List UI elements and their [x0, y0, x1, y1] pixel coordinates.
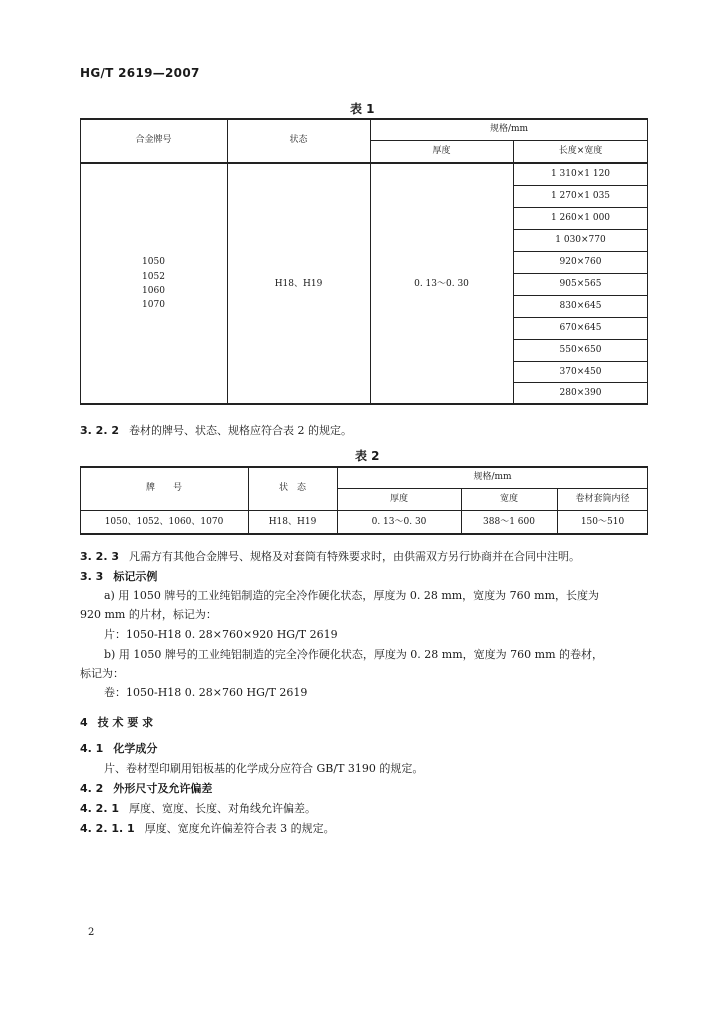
clause-number: 3. 2. 3 — [80, 550, 119, 563]
table1-state-value: H18、H19 — [274, 278, 323, 289]
table1-size: 280×390 — [559, 387, 602, 398]
table2-header-thickness: 厚度 — [389, 493, 408, 504]
example-a-line2: 920 mm 的片材，标记为： — [80, 608, 217, 621]
clause-number: 4. 1 — [80, 742, 104, 755]
clause-4-1 — [80, 742, 157, 756]
clause-text: 卷材的牌号、状态、规格应符合表 2 的规定。 — [128, 424, 352, 437]
table1-alloy: 1070 — [142, 300, 165, 311]
table1-alloy-list — [80, 164, 227, 404]
table2-grade-value: 1050、1052、1060、1070 — [104, 516, 224, 527]
table2-header-spec: 规格/mm — [473, 471, 512, 482]
table2-width-value: 388～1 600 — [483, 516, 535, 527]
clause-number: 4. 2. 1 — [80, 802, 119, 815]
clause-4-2-1 — [80, 802, 316, 816]
table1-header-thickness: 厚度 — [432, 145, 451, 156]
table1-thickness-value: 0. 13～0. 30 — [414, 278, 469, 289]
table1-size: 1 270×1 035 — [550, 191, 611, 202]
table2-thickness-value: 0. 13～0. 30 — [371, 516, 427, 527]
example-b-mark: 卷：1050-H18 0. 28×760 HG/T 2619 — [104, 686, 308, 699]
clause-4-2-1-1 — [80, 822, 335, 836]
clause-title: 外形尺寸及允许偏差 — [113, 782, 213, 795]
table2-state-value: H18、H19 — [268, 516, 317, 527]
section-number: 4 — [80, 716, 88, 729]
clause-text: 凡需方有其他合金牌号、规格及对套筒有特殊要求时，由供需双方另行协商并在合同中注明。 — [128, 550, 580, 563]
clause-title: 标记示例 — [113, 570, 158, 583]
table1-size: 1 310×1 120 — [550, 169, 611, 180]
table2-core-value: 150～510 — [580, 516, 625, 527]
table1-caption: 表 1 — [350, 102, 375, 116]
example-b-line1: b) 用 1050 牌号的工业纯铝制造的完全冷作硬化状态，厚度为 0. 28 mm，宽度为 760 mm 的卷材， — [104, 648, 604, 661]
table2 — [80, 466, 648, 535]
table2-header-grade: 牌 号 — [145, 482, 182, 493]
table1-header-alloy: 合金牌号 — [135, 134, 172, 145]
clause-number: 4. 2 — [80, 782, 104, 795]
example-a-line1: a) 用 1050 牌号的工业纯铝制造的完全冷作硬化状态，厚度为 0. 28 mm，宽度为 760 mm，长度为 — [104, 589, 600, 602]
table1-size: 670×645 — [559, 323, 602, 334]
section-4 — [80, 716, 153, 730]
table1-size: 1 030×770 — [555, 235, 606, 246]
table1-header-spec: 规格/mm — [489, 123, 529, 134]
table1-size: 905×565 — [559, 279, 602, 290]
table1-alloy: 1060 — [142, 286, 165, 296]
clause-3-3 — [80, 570, 157, 584]
table2-caption: 表 2 — [355, 449, 380, 463]
example-a-mark: 片：1050-H18 0. 28×760×920 HG/T 2619 — [104, 628, 338, 641]
clause-number: 4. 2. 1. 1 — [80, 822, 135, 835]
clause-4-2 — [80, 782, 212, 796]
section-title: 技 术 要 求 — [97, 716, 154, 729]
table2-header-core: 卷材套筒内径 — [575, 493, 630, 504]
table1-alloy: 1052 — [142, 271, 165, 282]
clause-3-2-3 — [80, 550, 580, 564]
table1-header-state: 状态 — [289, 134, 308, 145]
table1-alloy: 1050 — [142, 257, 165, 268]
clause-text: 厚度、宽度允许偏差符合表 3 的规定。 — [144, 822, 335, 835]
example-b-line2: 标记为： — [80, 667, 124, 680]
standard-code: HG/T 2619—2007 — [80, 66, 200, 80]
table1-size: 830×645 — [559, 301, 602, 312]
clause-text: 厚度、宽度、长度、对角线允许偏差。 — [128, 802, 316, 815]
clause-title: 化学成分 — [113, 742, 158, 755]
page-number: 2 — [88, 927, 95, 938]
table1-size: 1 260×1 000 — [550, 213, 611, 224]
table1-header-length-width: 长度×宽度 — [558, 145, 603, 156]
table1 — [80, 118, 648, 405]
clause-number: 3. 3 — [80, 570, 104, 583]
clause-4-1-text: 片、卷材型印刷用铝板基的化学成分应符合 GB/T 3190 的规定。 — [104, 762, 424, 775]
table2-header-width: 宽度 — [499, 493, 518, 504]
clause-number: 3. 2. 2 — [80, 424, 119, 437]
table2-header-state: 状 态 — [278, 482, 306, 493]
clause-3-2-2 — [80, 424, 352, 438]
table1-size: 370×450 — [559, 366, 602, 377]
table1-size: 550×650 — [559, 345, 602, 356]
table1-size: 920×760 — [559, 257, 602, 268]
